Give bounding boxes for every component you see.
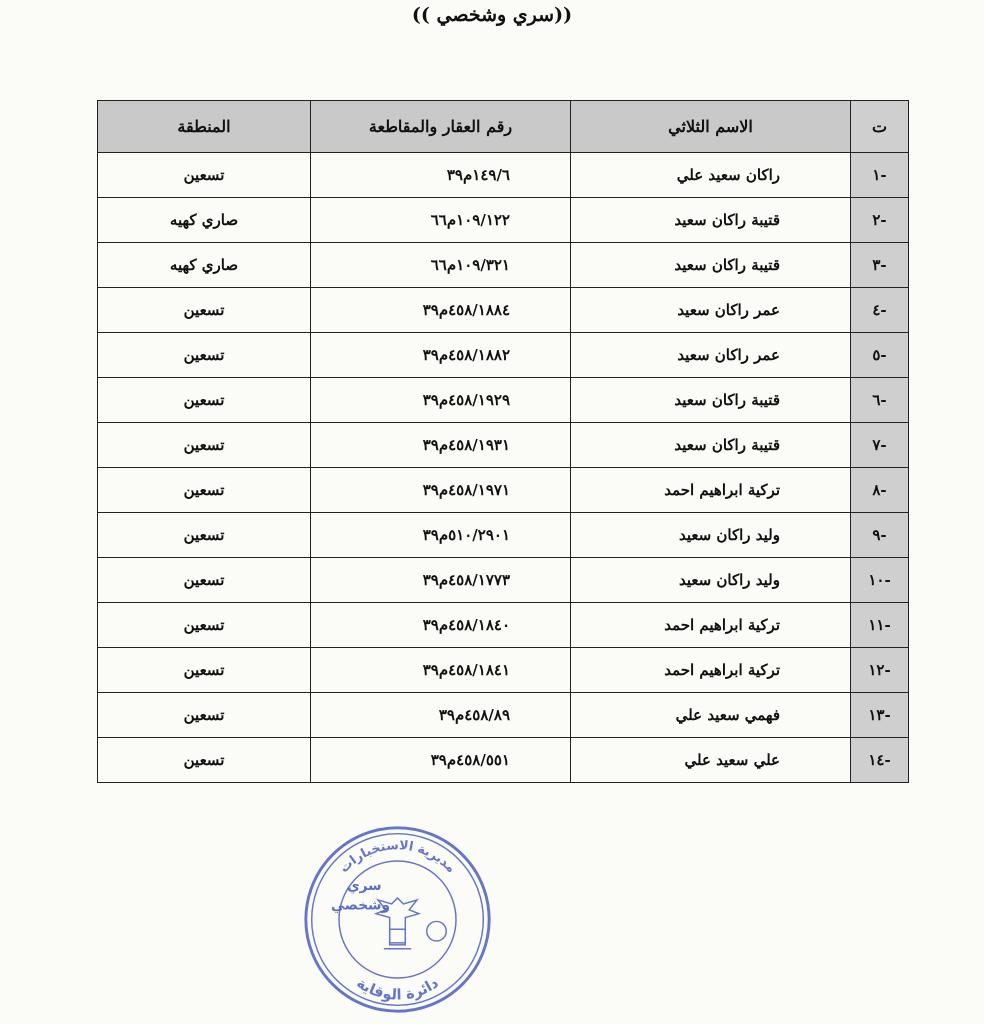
table-row [98,558,909,603]
row-region: صاري كهيه [98,243,311,288]
row-num: -١٠ [851,558,909,603]
row-num: -٧ [851,423,909,468]
row-num: -٨ [851,468,909,513]
row-parcel: ١٠٩/١٢٢م٦٦ [311,198,571,243]
header-parcel: رقم العقار والمقاطعة [311,101,571,153]
row-name: وليد راكان سعيد [571,513,851,558]
row-region: تسعين [98,468,311,513]
row-name: وليد راكان سعيد [571,558,851,603]
row-region: تسعين [98,333,311,378]
table-row [98,468,909,513]
row-num: -٤ [851,288,909,333]
row-num: -١١ [851,603,909,648]
row-region: تسعين [98,738,311,783]
svg-text:مديرية الاستخبارات [336,837,459,875]
row-name: قتيبة راكان سعيد [571,423,851,468]
row-parcel: ٤٥٨/٥٥١م٣٩ [311,738,571,783]
row-region: تسعين [98,513,311,558]
row-num: -١٣ [851,693,909,738]
header-name: الاسم الثلاثي [571,101,851,153]
table-row [98,738,909,783]
row-name: عمر راكان سعيد [571,333,851,378]
row-name: قتيبة راكان سعيد [571,198,851,243]
table-row [98,288,909,333]
stamp-ring-top: مديرية الاستخبارات [336,837,460,876]
globe-emblem-icon [427,921,447,941]
row-name: تركية ابراهيم احمد [571,468,851,513]
row-parcel: ٤٥٨/٨٩م٣٩ [311,693,571,738]
page-heading: ((سري وشخصي )) [411,4,573,26]
row-parcel: ٤٥٨/١٨٤١م٣٩ [311,648,571,693]
table-row [98,693,909,738]
table-row [98,198,909,243]
row-region: تسعين [98,378,311,423]
row-parcel: ٤٥٨/١٨٨٢م٣٩ [311,333,571,378]
table-header-row [98,101,909,153]
row-name: فهمي سعيد علي [571,693,851,738]
row-name: عمر راكان سعيد [571,288,851,333]
stamp-text-line1: سري [347,878,382,895]
row-parcel: ٤٥٨/١٩٢٩م٣٩ [311,378,571,423]
row-region: تسعين [98,558,311,603]
row-name: تركية ابراهيم احمد [571,648,851,693]
official-stamp [300,822,495,1017]
row-parcel: ٤٥٨/١٩٧١م٣٩ [311,468,571,513]
row-parcel: ٤٥٨/١٨٨٤م٣٩ [311,288,571,333]
row-parcel: ٤٥٨/١٨٤٠م٣٩ [311,603,571,648]
row-num: -٢ [851,198,909,243]
row-region: صاري كهيه [98,198,311,243]
row-region: تسعين [98,153,311,198]
row-region: تسعين [98,693,311,738]
row-num: -٣ [851,243,909,288]
row-name: قتيبة راكان سعيد [571,378,851,423]
row-parcel: ١٠٩/٣٢١م٦٦ [311,243,571,288]
row-region: تسعين [98,288,311,333]
row-name: راكان سعيد علي [571,153,851,198]
row-num: -٩ [851,513,909,558]
table-row [98,153,909,198]
row-parcel: ١٤٩/٦م٣٩ [311,153,571,198]
row-num: -١٤ [851,738,909,783]
row-num: -٦ [851,378,909,423]
row-parcel: ٤٥٨/١٧٧٣م٣٩ [311,558,571,603]
table-row [98,603,909,648]
row-parcel: ٥١٠/٢٩٠١م٣٩ [311,513,571,558]
stamp-text-line2: وشخصي [330,897,390,914]
row-name: علي سعيد علي [571,738,851,783]
row-region: تسعين [98,423,311,468]
row-parcel: ٤٥٨/١٩٣١م٣٩ [311,423,571,468]
row-region: تسعين [98,648,311,693]
records-table [97,100,909,783]
table-row [98,423,909,468]
stamp-ring-bottom: دائرة الوقاية [353,974,442,1004]
table-row [98,513,909,558]
table-row [98,333,909,378]
row-region: تسعين [98,603,311,648]
header-region: المنطقة [98,101,311,153]
row-num: -١٢ [851,648,909,693]
table-row [98,648,909,693]
row-num: -١ [851,153,909,198]
table-row [98,378,909,423]
header-num: ت [851,101,909,153]
row-name: قتيبة راكان سعيد [571,243,851,288]
row-num: -٥ [851,333,909,378]
table-row [98,243,909,288]
row-name: تركية ابراهيم احمد [571,603,851,648]
